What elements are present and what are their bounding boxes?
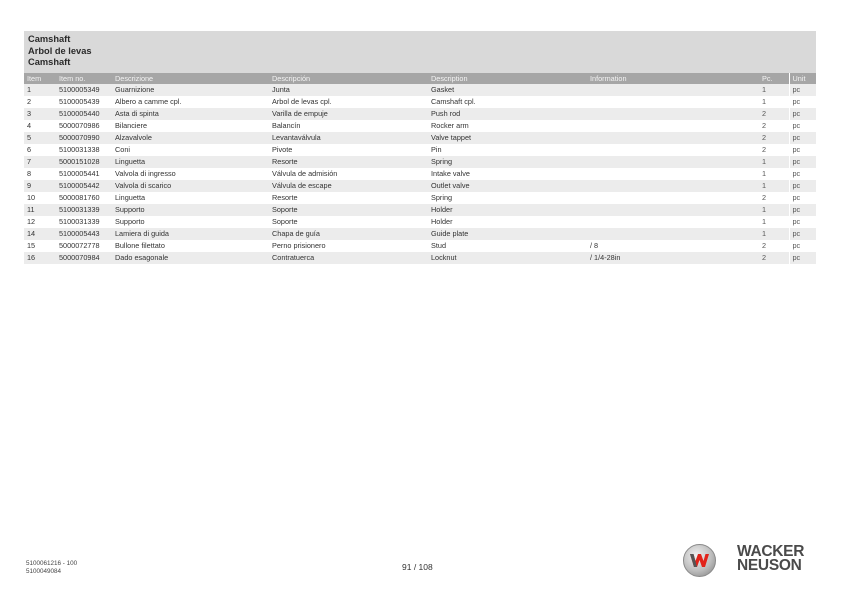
unit-cell: pc (789, 96, 816, 108)
item-number-cell: 5100005442 (56, 180, 112, 192)
descripcion-cell: Arbol de levas cpl. (269, 96, 428, 108)
descrizione-cell: Linguetta (112, 192, 269, 204)
item-number-cell: 5100031339 (56, 204, 112, 216)
information-cell: / 1/4-28in (587, 252, 759, 264)
description-cell: Spring (428, 156, 587, 168)
descripcion-cell: Balancín (269, 120, 428, 132)
descrizione-cell: Alzavalvole (112, 132, 269, 144)
quantity-cell: 1 (759, 216, 789, 228)
description-cell: Spring (428, 192, 587, 204)
information-cell (587, 108, 759, 120)
unit-cell: pc (789, 240, 816, 252)
section-title-english: Camshaft (28, 57, 71, 67)
descripcion-cell: Chapa de guía (269, 228, 428, 240)
unit-cell: pc (789, 132, 816, 144)
descrizione-cell: Valvola di ingresso (112, 168, 269, 180)
information-cell (587, 120, 759, 132)
descripcion-cell: Levantaválvula (269, 132, 428, 144)
item-cell: 12 (24, 216, 56, 228)
description-cell: Outlet valve (428, 180, 587, 192)
quantity-cell: 1 (759, 156, 789, 168)
header-descrizione: Descrizione (112, 73, 269, 84)
quantity-cell: 1 (759, 180, 789, 192)
unit-cell: pc (789, 168, 816, 180)
item-cell: 8 (24, 168, 56, 180)
description-cell: Stud (428, 240, 587, 252)
descrizione-cell: Supporto (112, 204, 269, 216)
unit-cell: pc (789, 228, 816, 240)
header-unit: Unit (789, 73, 816, 84)
unit-cell: pc (789, 252, 816, 264)
unit-cell: pc (789, 84, 816, 96)
information-cell (587, 144, 759, 156)
item-number-cell: 5000081760 (56, 192, 112, 204)
item-number-cell: 5000070984 (56, 252, 112, 264)
wacker-neuson-w-icon (683, 544, 716, 577)
header-pc: Pc. (759, 73, 789, 84)
descripcion-cell: Perno prisionero (269, 240, 428, 252)
section-title-block (24, 31, 816, 73)
description-cell: Holder (428, 216, 587, 228)
parts-table (24, 73, 816, 264)
item-cell: 11 (24, 204, 56, 216)
item-number-cell: 5100031338 (56, 144, 112, 156)
descripcion-cell: Resorte (269, 156, 428, 168)
table-row (24, 144, 816, 156)
information-cell (587, 132, 759, 144)
table-row (24, 240, 816, 252)
information-cell (587, 96, 759, 108)
information-cell (587, 168, 759, 180)
quantity-cell: 2 (759, 192, 789, 204)
quantity-cell: 1 (759, 204, 789, 216)
section-title-italian: Camshaft (28, 34, 71, 44)
descripcion-cell: Válvula de escape (269, 180, 428, 192)
description-cell: Locknut (428, 252, 587, 264)
quantity-cell: 2 (759, 252, 789, 264)
item-number-cell: 5100031339 (56, 216, 112, 228)
quantity-cell: 1 (759, 228, 789, 240)
information-cell (587, 156, 759, 168)
header-information: Information (587, 73, 759, 84)
item-number-cell: 5000070986 (56, 120, 112, 132)
information-cell (587, 84, 759, 96)
descrizione-cell: Coni (112, 144, 269, 156)
description-cell: Push rod (428, 108, 587, 120)
description-cell: Rocker arm (428, 120, 587, 132)
table-row (24, 168, 816, 180)
section-title-spanish: Arbol de levas (28, 45, 92, 56)
item-cell: 2 (24, 96, 56, 108)
description-cell: Camshaft cpl. (428, 96, 587, 108)
quantity-cell: 2 (759, 132, 789, 144)
document-ids (26, 560, 77, 575)
unit-cell: pc (789, 192, 816, 204)
descrizione-cell: Lamiera di guida (112, 228, 269, 240)
unit-cell: pc (789, 204, 816, 216)
unit-cell: pc (789, 144, 816, 156)
item-number-cell: 5100005439 (56, 96, 112, 108)
item-number-cell: 5100005441 (56, 168, 112, 180)
unit-cell: pc (789, 156, 816, 168)
descrizione-cell: Valvola di scarico (112, 180, 269, 192)
description-cell: Pin (428, 144, 587, 156)
document-id-secondary: 5100049084 (26, 567, 62, 575)
item-number-cell: 5100005443 (56, 228, 112, 240)
item-cell: 10 (24, 192, 56, 204)
header-descripcion: Descripción (269, 73, 428, 84)
descripcion-cell: Varilla de empuje (269, 108, 428, 120)
header-description: Description (428, 73, 587, 84)
table-row (24, 108, 816, 120)
unit-cell: pc (789, 216, 816, 228)
item-cell: 9 (24, 180, 56, 192)
quantity-cell: 2 (759, 144, 789, 156)
item-cell: 14 (24, 228, 56, 240)
quantity-cell: 2 (759, 240, 789, 252)
quantity-cell: 2 (759, 120, 789, 132)
information-cell (587, 204, 759, 216)
information-cell (587, 228, 759, 240)
description-cell: Holder (428, 204, 587, 216)
descrizione-cell: Linguetta (112, 156, 269, 168)
quantity-cell: 2 (759, 108, 789, 120)
descrizione-cell: Albero a camme cpl. (112, 96, 269, 108)
header-item-no: Item no. (56, 73, 112, 84)
descrizione-cell: Supporto (112, 216, 269, 228)
item-cell: 6 (24, 144, 56, 156)
item-cell: 7 (24, 156, 56, 168)
document-id-primary: 5100061216 - 100 (26, 560, 78, 567)
descripcion-cell: Soporte (269, 204, 428, 216)
descripcion-cell: Junta (269, 84, 428, 96)
table-row (24, 252, 816, 264)
item-cell: 5 (24, 132, 56, 144)
brand-wordmark (737, 545, 804, 573)
item-cell: 15 (24, 240, 56, 252)
unit-cell: pc (789, 108, 816, 120)
table-row (24, 96, 816, 108)
description-cell: Intake valve (428, 168, 587, 180)
item-cell: 1 (24, 84, 56, 96)
descrizione-cell: Asta di spinta (112, 108, 269, 120)
descripcion-cell: Resorte (269, 192, 428, 204)
table-row (24, 120, 816, 132)
descripcion-cell: Soporte (269, 216, 428, 228)
descrizione-cell: Bilanciere (112, 120, 269, 132)
descripcion-cell: Válvula de admisión (269, 168, 428, 180)
descrizione-cell: Guarnizione (112, 84, 269, 96)
item-number-cell: 5000151028 (56, 156, 112, 168)
information-cell: / 8 (587, 240, 759, 252)
description-cell: Gasket (428, 84, 587, 96)
wacker-neuson-logo (683, 544, 818, 577)
quantity-cell: 1 (759, 96, 789, 108)
descripcion-cell: Pivote (269, 144, 428, 156)
table-row (24, 180, 816, 192)
item-number-cell: 5100005440 (56, 108, 112, 120)
table-row (24, 192, 816, 204)
table-row (24, 156, 816, 168)
description-cell: Valve tappet (428, 132, 587, 144)
table-row (24, 204, 816, 216)
table-row (24, 84, 816, 96)
brand-line-2: NEUSON (737, 557, 802, 574)
table-row (24, 216, 816, 228)
quantity-cell: 1 (759, 168, 789, 180)
item-number-cell: 5100005349 (56, 84, 112, 96)
table-header-row (24, 73, 816, 84)
descrizione-cell: Bullone filettato (112, 240, 269, 252)
quantity-cell: 1 (759, 84, 789, 96)
unit-cell: pc (789, 120, 816, 132)
descrizione-cell: Dado esagonale (112, 252, 269, 264)
item-number-cell: 5000072778 (56, 240, 112, 252)
information-cell (587, 192, 759, 204)
item-number-cell: 5000070990 (56, 132, 112, 144)
brand-line-1: WACKER (737, 543, 805, 560)
description-cell: Guide plate (428, 228, 587, 240)
table-row (24, 228, 816, 240)
header-item: Item (24, 73, 56, 84)
item-cell: 4 (24, 120, 56, 132)
item-cell: 3 (24, 108, 56, 120)
information-cell (587, 180, 759, 192)
table-row (24, 132, 816, 144)
information-cell (587, 216, 759, 228)
descripcion-cell: Contratuerca (269, 252, 428, 264)
unit-cell: pc (789, 180, 816, 192)
item-cell: 16 (24, 252, 56, 264)
page-number: 91 / 108 (402, 562, 433, 572)
parts-list-sheet (24, 31, 816, 264)
